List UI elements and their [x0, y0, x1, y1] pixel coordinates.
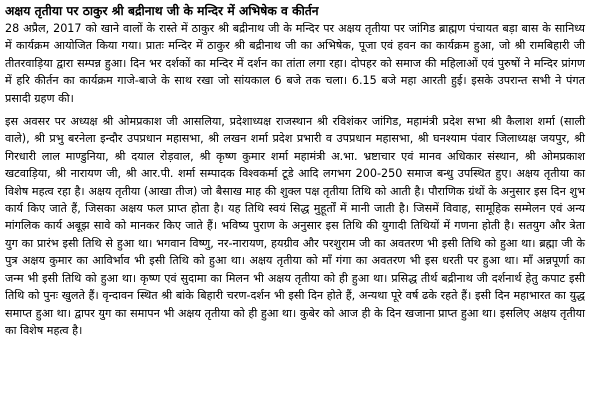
article-paragraph-event: 28 अप्रैल, 2017 को खाने वालों के रास्ते में ठाकुर श्री बद्रीनाथ जी के मन्दिर पर अक्षय तृतीया पर जांगिड ब्राह्मण पंचायत बड़ा बास के सानिध्य में कार्यक्रम आयोजित किया गया। प्रातः मन्दिर में ठाकुर श्री बद्रीनाथ जी का अभिषेक, पूजा एवं हवन का कार्यक्रम हुआ, जो श्री रामबिहारी जी तीतरवाड़िया द्वारा सम्पन्न हुआ। दिन भर दर्शकों का मन्दिर में दर्शन का तांता लगा रहा। दोपहर को समाज की महिलाओं एवं पुरुषों ने मन्दिर प्रांगण में हरि कीर्तन का कार्यक्रम गाजे-बाजे के साथ रखा जो सांयकाल 6 बजे तक चला। 6.15 बजे महा आरती हुई। इसके उपरान्त सभी ने पंगत प्रसादी ग्रहण की।	[5, 22, 585, 105]
article-title: अक्षय तृतीया पर ठाकुर श्री बद्रीनाथ जी के मन्दिर में अभिषेक व कीर्तन	[5, 4, 319, 18]
article-paragraph-attendees-significance: इस अवसर पर अध्यक्ष श्री ओमप्रकाश जी आसलिया, प्रदेशाध्यक्ष राजस्थान श्री रविशंकर जांगिड, महामंत्री प्रदेश सभा श्री कैलाश शर्मा (साली वाले), श्री प्रभु बरनेला इन्दौर उपप्रधान महासभा, श्री लखन शर्मा प्रदेश प्रभारी व उपप्रधान महासभा, श्री घनश्याम पंवार जिलाध्यक्ष जयपुर, श्री गिरधारी लाल माण्डुनिया, श्री दयाल रोड़वाल, श्री कृष्ण कुमार शर्मा महामंत्री अ.भा. भ्रष्टाचार एवं मानव अधिकार संस्थान, श्री ओमप्रकाश खटवाड़िया, श्री नारायण जी, श्री आर.पी. शर्मा सम्पादक विश्वकर्मा टूडे आदि लगभग 200-250 समाज बन्धु उपस्थित हुए। अक्षय तृतीया का विशेष महत्व रहा है। अक्षय तृतीया (आखा तीज) जो बैसाख माह की शुक्ल पक्ष तृतीया तिथि को आती है। पौराणिक ग्रंथों के अनुसार इस दिन शुभ कार्य किए जाते हैं, जिसका अक्षय फल प्राप्त होता है। यह तिथि स्वयं सिद्ध मुहूर्तों में मानी जाती है। जिसमें विवाह, सामूहिक सम्मेलन एवं अन्य मांगलिक कार्य अबूझ सावे को मानकर किए जाते हैं। भविष्य पुराण के अनुसार इस तिथि की युगादी तिथियों में गणना होती है। सतयुग और त्रेता युग का प्रारंभ इसी तिथि से हुआ था। भगवान विष्णु, नर-नारायण, हयग्रीव और परशुराम जी का अवतरण भी इसी तिथि को हुआ था। ब्रह्मा जी के पुत्र अक्षय कुमार का आविर्भाव भी इसी तिथि को हुआ था। अक्षय तृतीया को माँ गंगा का अवतरण भी इस धरती पर हुआ था। माँ अन्नपूर्णा का जन्म भी इसी तिथि को हुआ था। कृष्ण एवं सुदामा का मिलन भी अक्षय तृतीया को ही हुआ था। प्रसिद्ध तीर्थ बद्रीनाथ जी दर्शनार्थ हेतु कपाट इसी तिथि को पुनः खुलते हैं। वृन्दावन स्थित श्री बांके बिहारी चरण-दर्शन भी इसी दिन होते हैं, अन्यथा पूरे वर्ष ढके रहते हैं। इसी दिन महाभारत का युद्ध समाप्त हुआ था। द्वापर युग का समापन भी अक्षय तृतीया को ही हुआ था। कुबेर को आज ही के दिन खजाना प्राप्त हुआ था। इसलिए अक्षय तृतीया का विशेष महत्व है।	[5, 115, 585, 337]
